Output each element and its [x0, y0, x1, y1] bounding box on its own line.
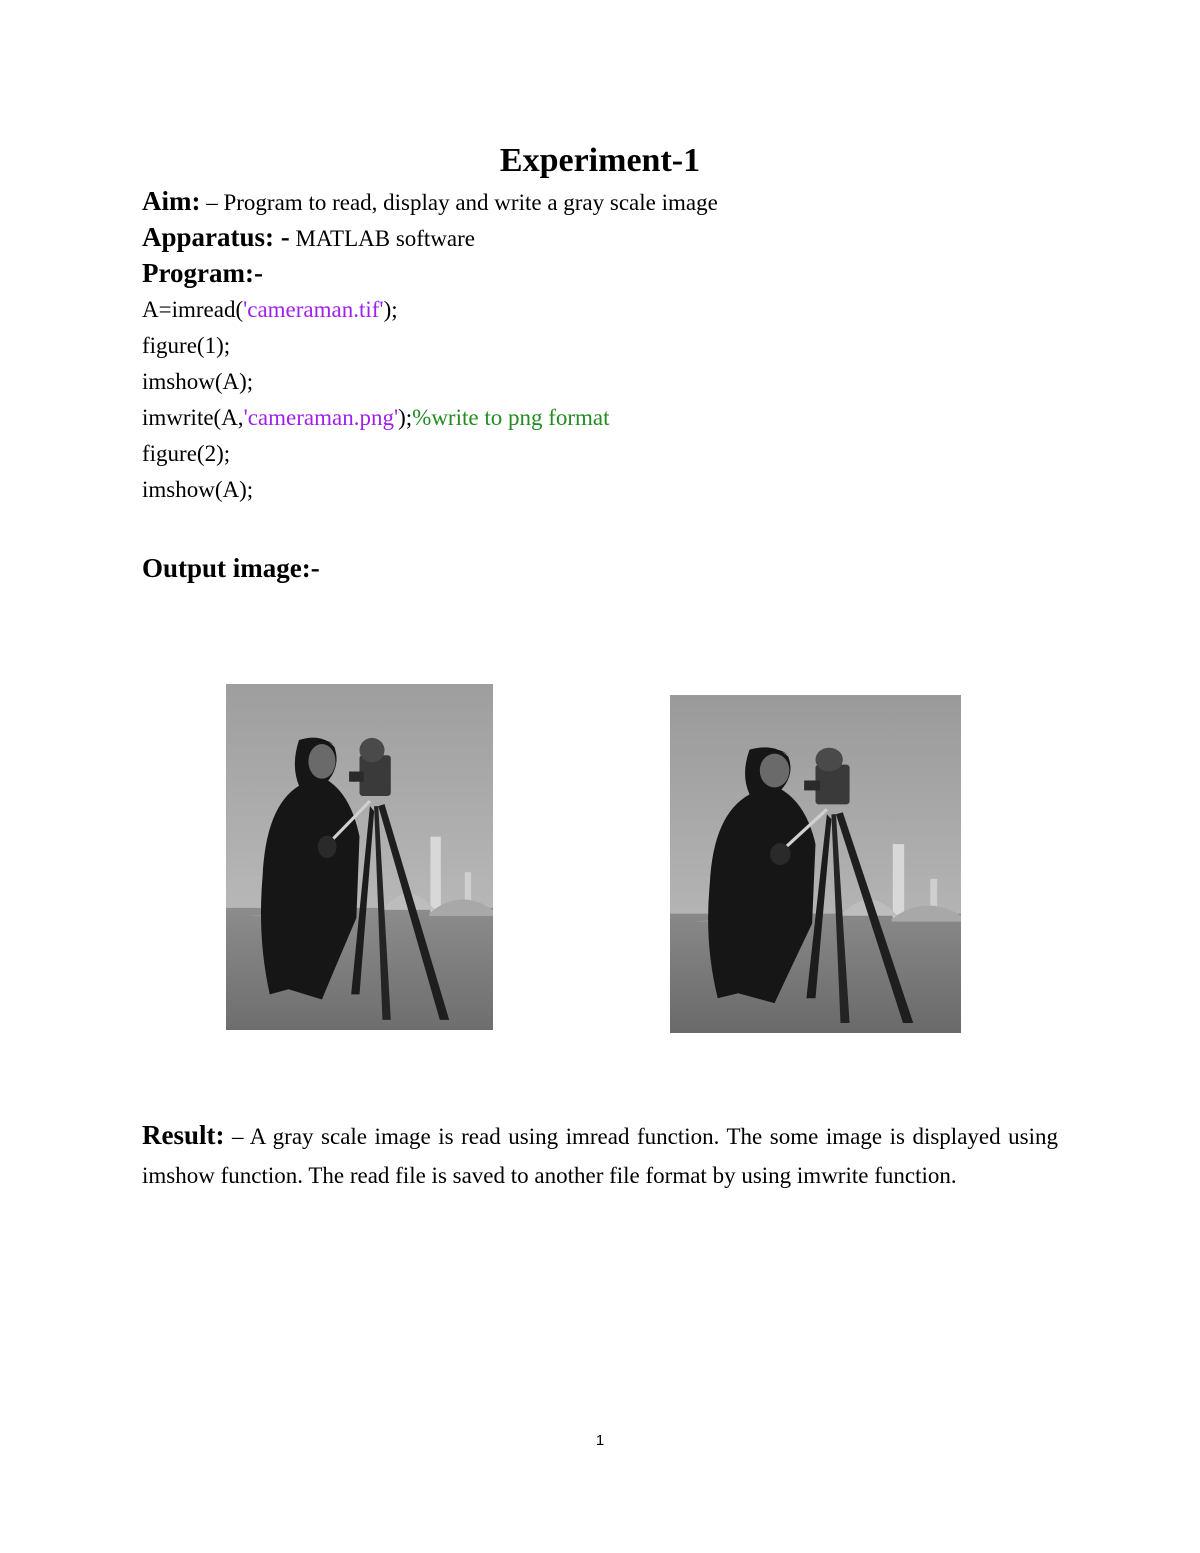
code-comment: %write to png format — [412, 405, 610, 430]
code-string: 'cameraman.tif' — [243, 297, 384, 322]
page-title: Experiment-1 — [499, 142, 701, 179]
code-line-2: figure(1); — [142, 333, 231, 358]
result-paragraph — [142, 1116, 1058, 1195]
apparatus-label: Apparatus: - — [142, 222, 290, 252]
aim-label: Aim: — [142, 186, 201, 216]
apparatus-line — [142, 222, 475, 253]
program-label: Program:- — [142, 258, 263, 288]
output-heading — [142, 553, 320, 584]
code-line-6: imshow(A); — [142, 477, 254, 502]
code-line-3: imshow(A); — [142, 369, 254, 394]
apparatus-text: MATLAB software — [289, 226, 476, 251]
code-text: ); — [383, 297, 398, 322]
cameraman-photo — [670, 695, 961, 1033]
output-image-1 — [226, 684, 493, 1030]
code-text: A=imread( — [142, 297, 244, 322]
output-label: Output image:- — [142, 553, 320, 583]
cameraman-photo — [226, 684, 493, 1030]
page-number: 1 — [595, 1432, 605, 1449]
aim-text: – Program to read, display and write a gray scale image — [200, 190, 718, 215]
output-image-2 — [670, 695, 961, 1033]
code-line-1 — [142, 295, 398, 325]
result-text: – A gray scale image is read using imread function. The some image is displayed using imshow function. The read file is saved to another file format by using imwrite function. — [142, 1124, 1058, 1188]
code-line-5: figure(2); — [142, 441, 231, 466]
program-heading — [142, 258, 263, 289]
aim-line — [142, 186, 718, 217]
code-text: ); — [398, 405, 413, 430]
code-line-4 — [142, 403, 610, 433]
code-text: imwrite(A, — [142, 405, 244, 430]
code-string: 'cameraman.png' — [243, 405, 399, 430]
result-label: Result: — [142, 1120, 225, 1150]
